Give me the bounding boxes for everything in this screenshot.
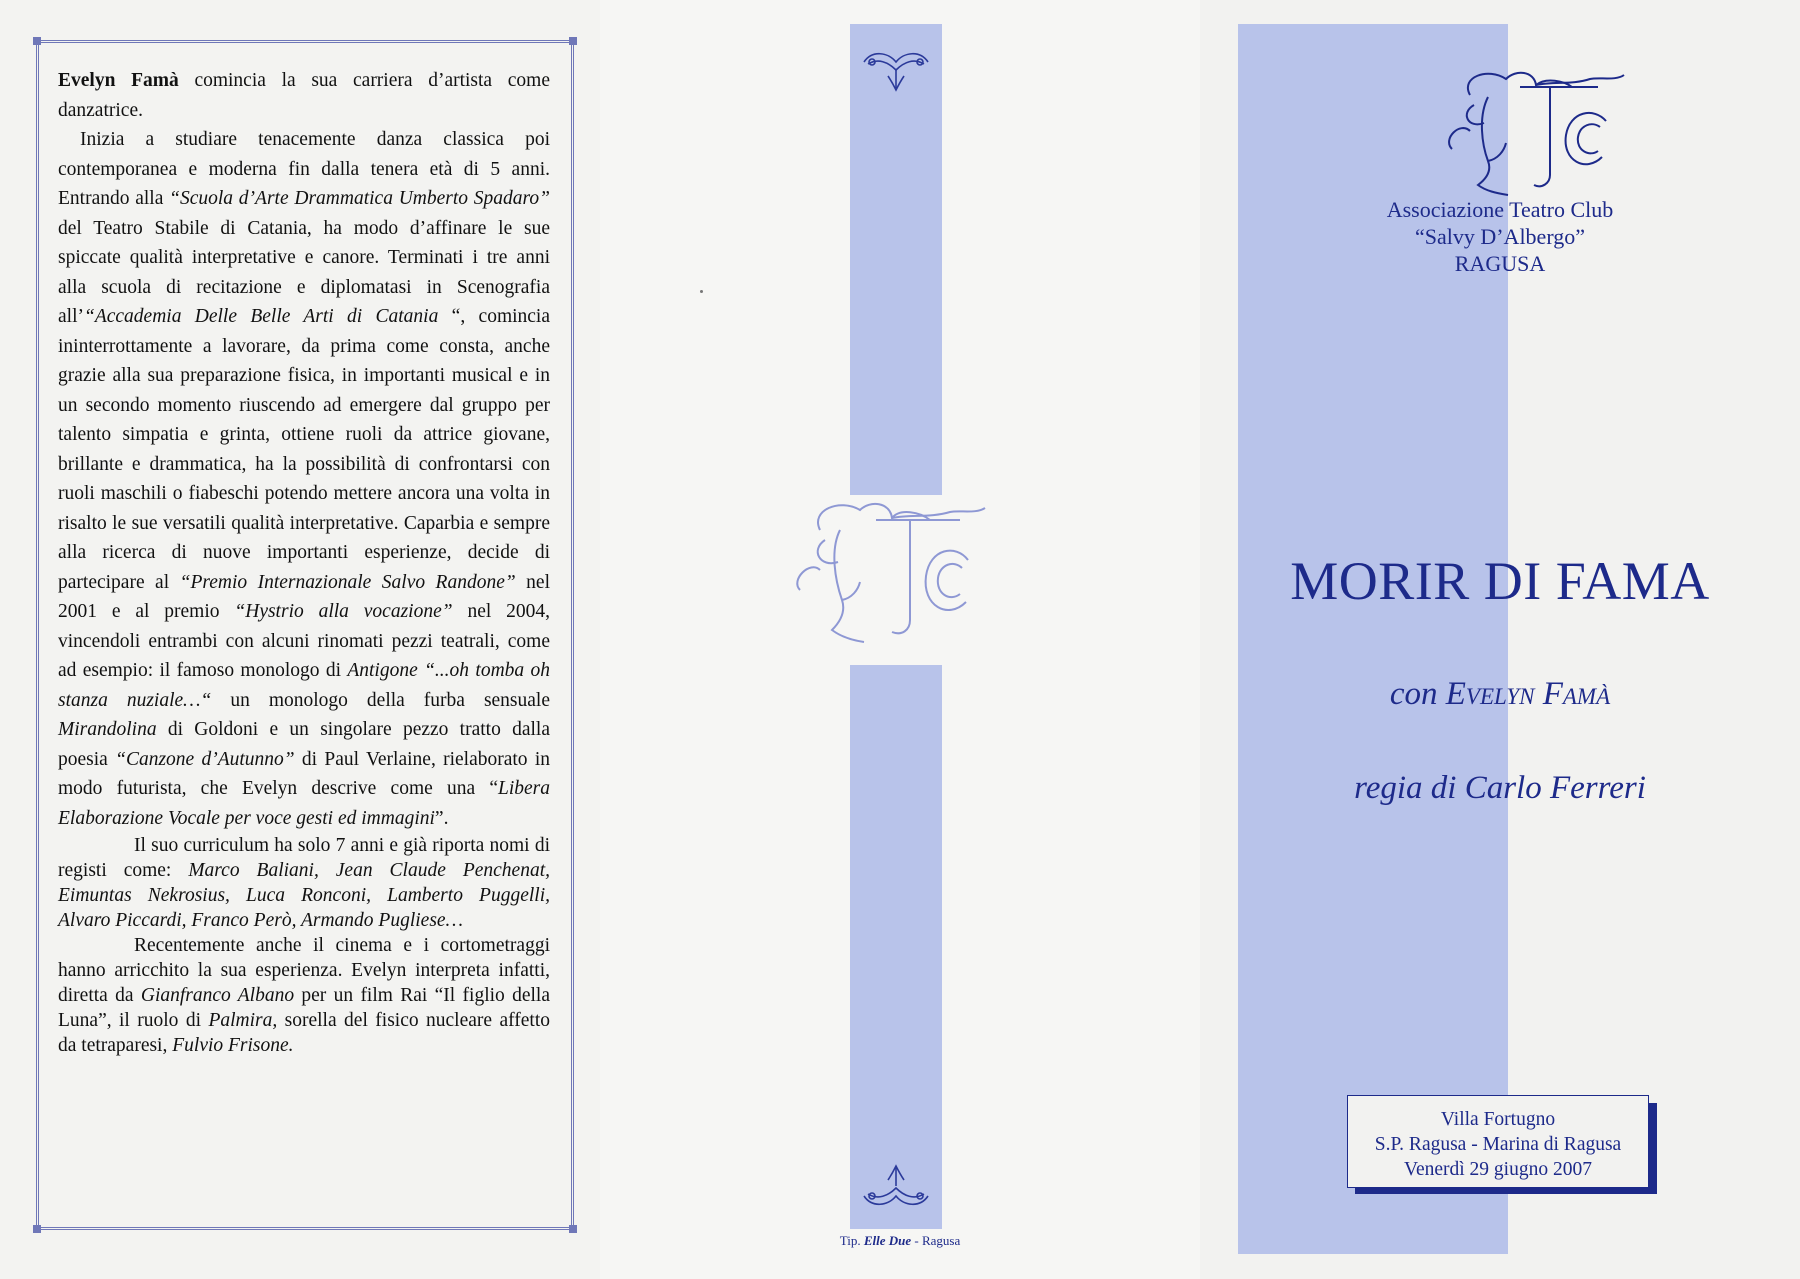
venue-details: Villa Fortugno S.P. Ragusa - Marina di Ragusa Venerdì 29 giugno 2007 xyxy=(1374,1109,1622,1180)
flourish-top-icon xyxy=(858,40,934,96)
flourish-bottom-icon xyxy=(858,1160,934,1220)
bio-paragraph-3: Il suo curriculum ha solo 7 anni e già riporta nomi di registi come: Marco Baliani, Jean Claude Penchenat, Eimuntas Nekrosius, Luca Ronconi, Lamberto Puggelli, Alvaro Piccardi, Franco Però, Armando Pugliese… xyxy=(58,835,550,931)
cover-panel xyxy=(1200,0,1800,1279)
performer-line: con Evelyn Famà xyxy=(1389,676,1611,712)
bio-paragraph-4: Recentemente anche il cinema e i cortometraggi hanno arricchito la sua esperienza. Evelyn interpreta infatti, diretta da Gianfranco Albano per un film Rai “Il figlio della Luna”, il ruolo di Palmira, sorella del fisico nucleare affetto da tetraparesi, Fulvio Frisone. xyxy=(58,935,551,1056)
show-title: MORIR DI FAMA xyxy=(1290,551,1710,611)
theatre-club-logo-icon xyxy=(1430,65,1660,205)
printer-credit: Tip. Elle Due - Ragusa xyxy=(839,1233,961,1248)
middle-panel xyxy=(600,0,1200,1279)
director-line: regia di Carlo Ferreri xyxy=(1354,770,1646,806)
association-name: Associazione Teatro Club “Salvy D’Albergo” RAGUSA xyxy=(1386,197,1614,276)
bio-panel xyxy=(0,0,600,1279)
speck xyxy=(700,290,703,293)
bio-paragraph-1: Evelyn Famà comincia la sua carriera d’artista come danzatrice. xyxy=(58,70,550,121)
biography-text xyxy=(58,66,550,1058)
bio-paragraph-2: Inizia a studiare tenacemente danza classica poi contemporanea e moderna fin dalla tenera età di 5 anni. Entrando alla “Scuola d’Arte Drammatica Umberto Spadaro” del Teatro Stabile di Catania, ha modo d’affinare le sue spiccate qualità interpretative e canore. Terminati i tre anni alla scuola di recitazione e diplomatasi in Scenografia all’“Accademia Delle Belle Arti di Catania “, comincia ininterrottamente a lavorare, da prima come consta, anche grazie alla sua preparazione fisica, in importanti musical e in un secondo momento riuscendo ad emergere dal gruppo per talento simpatia e grinta, ottiene ruoli da attrice giovane, brillante e drammatica, ha la possibilità di confrontarsi con ruoli maschili o fiabeschi potendo mettere ancora una volta in risalto le sue versatili qualità interpretative. Caparbia e sempre alla ricerca di nuove importanti esperienze, decide di partecipare al “Premio Internazionale Salvo Randone” nel 2001 e al premio “Hystrio alla vocazione” nel 2004, vincendoli entrambi con alcuni rinomati pezzi teatrali, come ad esempio: il famoso monologo di Antigone “...oh tomba oh stanza nuziale…“ un monologo della furba sensuale Mirandolina di Goldoni e un singolare pezzo tratto dalla poesia “Canzone d’Autunno” di Paul Verlaine, rielaborato in modo futurista, che Evelyn descrive come una “Libera Elaborazione Vocale per voce gesti ed immagini”. xyxy=(58,129,551,829)
theatre-club-logo-icon xyxy=(780,490,1010,670)
